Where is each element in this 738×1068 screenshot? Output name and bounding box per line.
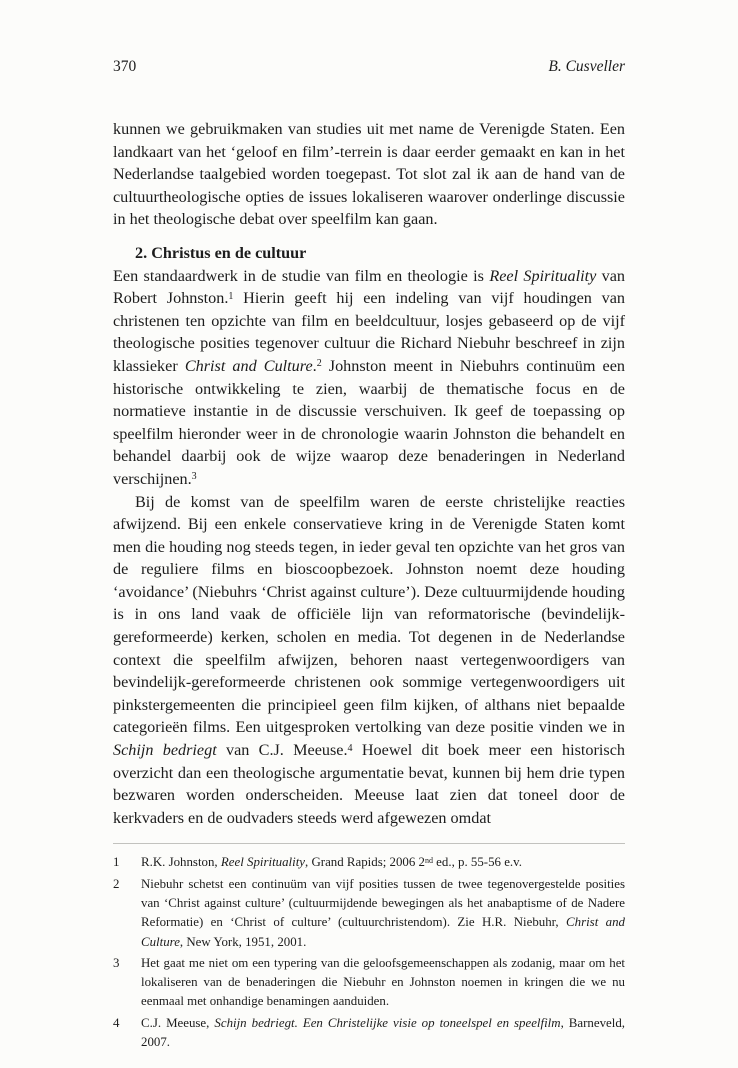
body-text bbox=[113, 118, 625, 829]
paragraph-avoidance: Bij de komst van de speelfilm waren de eerste christelijke reacties afwijzend. Bij een enkele conservatieve kring in de Verenigde Staten komt men die houding nog steeds tegen, in ieder geval ten opzichte van het gros van de reguliere films en bioscoopbezoek. Johnston noemt deze houding ‘avoidance’ (Niebuhrs ‘Christ against culture’). Deze cultuurmijdende houding is in ons land vaak de officiële lijn van reformatorische (bevindelijk-gereformeerde) kerken, scholen en media. Tot degenen in de Nederlandse context die speelfilm afwijzen, behoren naast vertegenwoordigers van bevindelijk-gereformeerde christenen ook sommige vertegenwoordigers uit pinkstergemeenten die principieel geen film kijken, of althans niet bepaalde categorieën films. Een uitgesproken vertolking van deze positie vinden we in Schijn bedriegt van C.J. Meeuse.$^4$ Hoewel dit boek meer een historisch overzicht dan een theologische argumentatie bevat, kunnen bij hem drie typen bezwaren worden onderscheiden. Meeuse laat zien dat toneel door de kerkvaders en de oudvaders steeds werd afgewezen omdat bbox=[113, 492, 625, 827]
running-head-author: B. Cusveller bbox=[548, 58, 625, 75]
footnote bbox=[113, 853, 625, 872]
footnote-number: 2 bbox=[113, 876, 120, 891]
footnotes bbox=[113, 853, 625, 1052]
page-number: 370 bbox=[113, 58, 137, 75]
footnote bbox=[113, 875, 625, 952]
footnote-text: Niebuhr schetst een continuüm van vijf posities tussen de twee tegenovergestelde posities van ‘Christ against culture’ (cultuurmijdende bewegingen als het anabaptisme of de Nadere Reformatie) en ‘Christ of culture’ (cultuurchristendom). Zie H.R. Niebuhr, Christ and Culture, New York, 1951, 2001. bbox=[141, 876, 625, 949]
footnote-separator bbox=[113, 843, 625, 844]
footnote-number: 1 bbox=[113, 855, 120, 870]
page-header bbox=[113, 58, 625, 76]
footnote-text: Het gaat me niet om een typering van die geloofsgemeenschappen als zodanig, maar om het lokaliseren van de benaderingen die Niebuhr en Johnston noemen in kringen die we nu eenmaal met onhandige benamingen aanduiden. bbox=[141, 955, 625, 1009]
paragraph-johnston: Een standaardwerk in de studie van film en theologie is Reel Spirituality van Robert Johnston.$^1$ Hierin geeft hij een indeling van vijf houdingen van christenen ten opzichte van film en beeldcultuur, losjes gebaseerd op de vijf theologische posities tegenover cultuur die Richard Niebuhr beschreef in zijn klassieker Christ and Culture.$^2$ Johnston meent in Niebuhrs continuüm een historische ontwikkeling te zien, waarbij de thematische focus en de normatieve instantie in de discussie verschuiven. Ik geef de toepassing op speelfilm hieronder weer in de chronologie waarin Johnston die behandelt en behandel daarbij ook de wijze waarop deze benaderingen in Nederland verschijnen.$^3$ bbox=[113, 266, 626, 488]
footnote-number: 4 bbox=[113, 1015, 120, 1030]
footnote-text: R.K. Johnston, Reel Spirituality, Grand Rapids; 2006 2nd ed., p. 55-56 e.v. bbox=[141, 855, 522, 870]
footnote bbox=[113, 954, 625, 1012]
footnote bbox=[113, 1014, 625, 1053]
footnote-text: C.J. Meeuse, Schijn bedriegt. Een Christelijke visie op toneelspel en speelfilm, Barneveld, 2007. bbox=[141, 1015, 626, 1050]
footnote-number: 3 bbox=[113, 955, 120, 970]
paragraph-intro: kunnen we gebruikmaken van studies uit met name de Verenigde Staten. Een landkaart van het ‘geloof en film’-terrein is daar eerder gemaakt en kan in het Nederlandse taalgebied worden toegepast. Tot slot zal ik aan de hand van de cultuurtheologische opties de issues lokaliseren waarover onderlinge discussie in het theologische debat over speelfilm kan gaan. bbox=[113, 120, 625, 229]
section-heading: 2. Christus en de cultuur bbox=[135, 243, 307, 262]
